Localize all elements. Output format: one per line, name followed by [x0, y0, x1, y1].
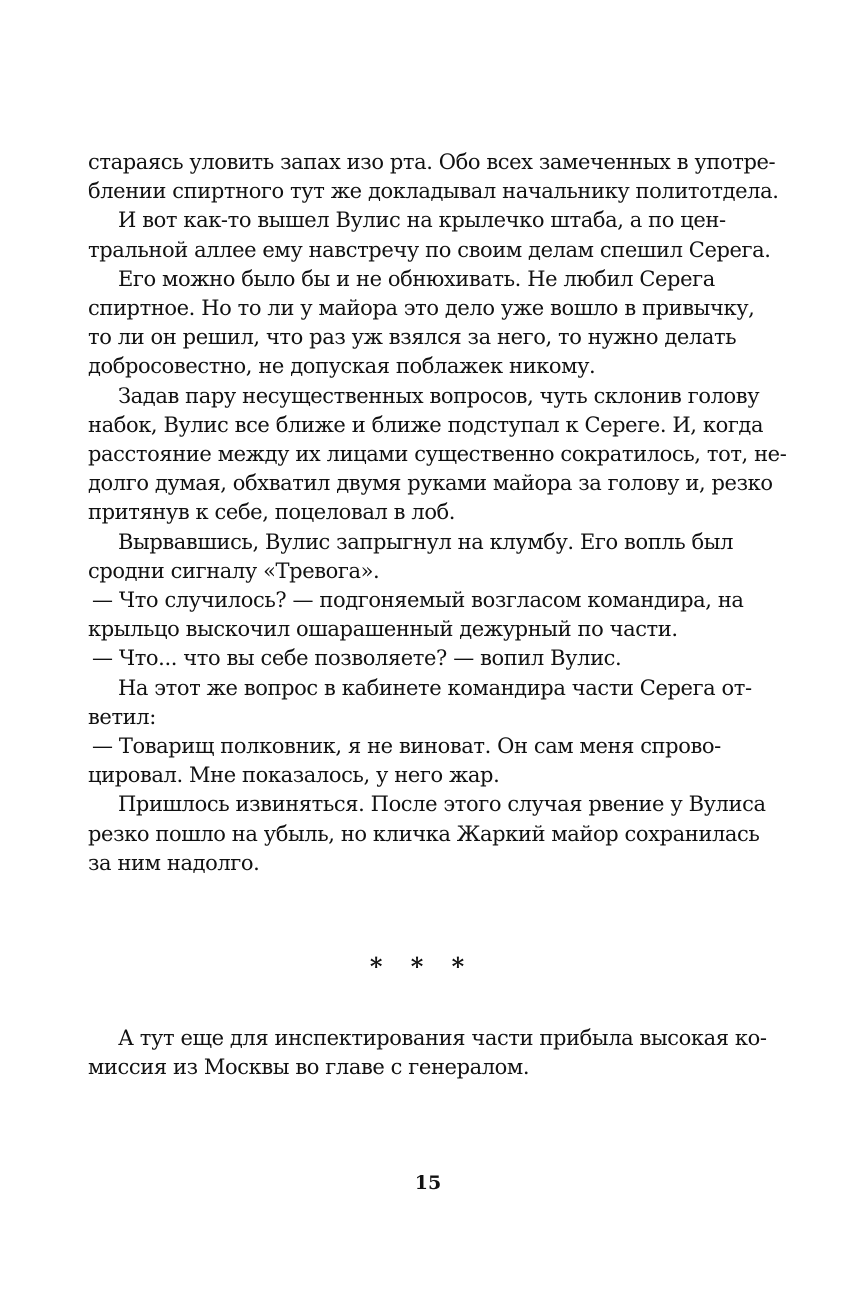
dialogue-paragraph: [88, 586, 744, 644]
paragraph: [88, 528, 734, 586]
text-line: расстояние между их лицами существенно сократилось, тот, не-: [88, 442, 787, 467]
text-line: — Что... что вы себе позволяете? — вопил Вулис.: [92, 646, 622, 671]
text-line: Пришлось извиняться. После этого случая рвение у Вулиса: [118, 792, 766, 817]
text-line: цировал. Мне показалось, у него жар.: [88, 763, 500, 788]
text-line: добросовестно, не допуская поблажек никому.: [88, 354, 596, 379]
section-separator: * * *: [369, 952, 475, 981]
text-line: И вот как-то вышел Вулис на крылечко штаба, а по цен-: [118, 208, 726, 233]
text-line: Задав пару несущественных вопросов, чуть склонив голову: [118, 383, 760, 408]
text-line: Вырвавшись, Вулис запрыгнул на клумбу. Его вопль был: [118, 529, 734, 554]
paragraph: [88, 148, 779, 206]
text-line: миссия из Москвы во главе с генералом.: [88, 1055, 530, 1080]
text-line: притянув к себе, поцеловал в лоб.: [88, 500, 456, 525]
text-line: долго думая, обхватил двумя руками майора за голову и, резко: [88, 471, 773, 496]
text-line: крыльцо выскочил ошарашенный дежурный по части.: [88, 617, 678, 642]
text-line: ветил:: [88, 704, 156, 729]
dialogue-paragraph: [88, 732, 721, 790]
text-line: то ли он решил, что раз уж взялся за него, то нужно делать: [88, 325, 737, 350]
text-line: за ним надолго.: [88, 850, 260, 875]
text-line: стараясь уловить запах изо рта. Обо всех замеченных в употре-: [88, 150, 776, 174]
text-line: блении спиртного тут же докладывал начальнику политотдела.: [88, 179, 779, 204]
dialogue-paragraph: [88, 644, 698, 673]
text-line: сродни сигналу «Тревога».: [88, 558, 380, 583]
text-line: набок, Вулис все ближе и ближе подступал к Сереге. И, когда: [88, 412, 764, 437]
text-line: — Товарищ полковник, я не виноват. Он сам меня спрово-: [92, 734, 721, 759]
text-line: А тут еще для инспектирования части прибыла высокая ко-: [118, 1026, 767, 1050]
paragraph: [88, 206, 771, 264]
paragraph: [88, 674, 752, 732]
text-line: резко пошло на убыль, но кличка Жаркий майор сохранилась: [88, 821, 760, 846]
text-line: — Что случилось? — подгоняемый возгласом командира, на: [92, 588, 744, 613]
text-line: тральной аллее ему навстречу по своим делам спешил Серега.: [88, 237, 771, 262]
text-block-bottom: [88, 1024, 767, 1082]
paragraph: [88, 382, 787, 528]
page-number: 15: [414, 1172, 442, 1194]
text-line: На этот же вопрос в кабинете командира части Серега от-: [118, 675, 752, 700]
paragraph: [88, 790, 766, 878]
text-block-top: [88, 148, 787, 878]
text-line: Его можно было бы и не обнюхивать. Не любил Серега: [118, 266, 715, 291]
paragraph: [88, 265, 755, 382]
paragraph: [88, 1024, 767, 1082]
text-line: спиртное. Но то ли у майора это дело уже вошло в привычку,: [88, 296, 755, 321]
